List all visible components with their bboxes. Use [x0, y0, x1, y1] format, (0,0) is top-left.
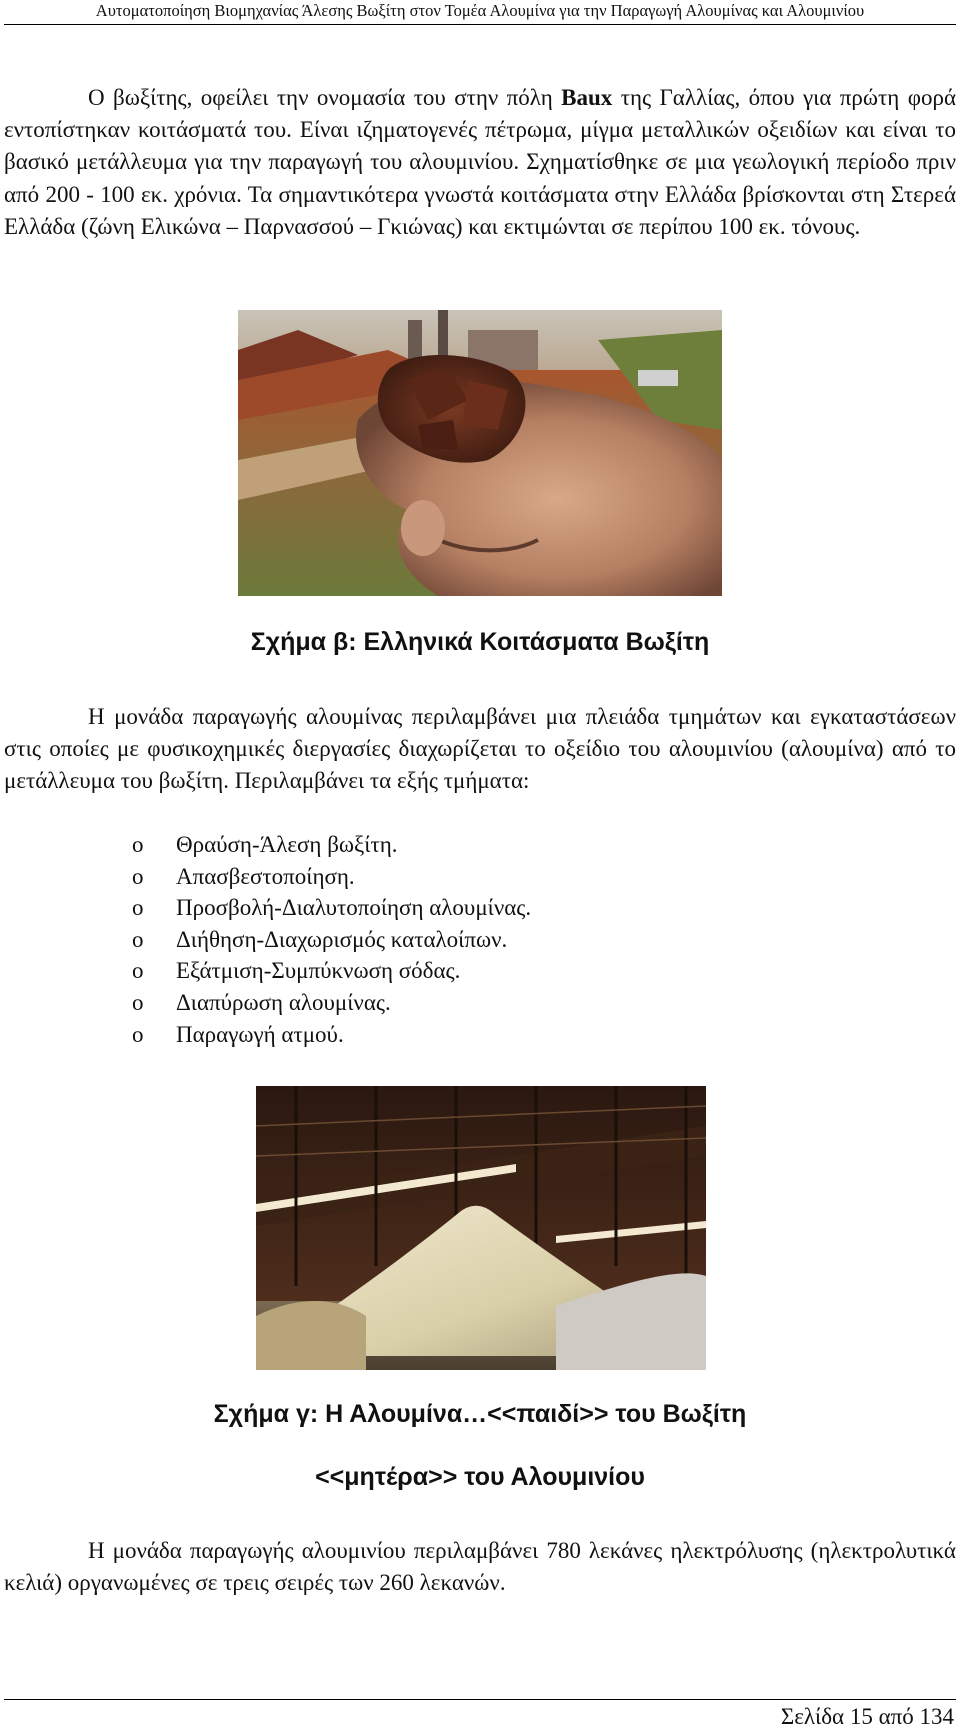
- section-list: [0, 829, 960, 1050]
- running-title: Αυτοματοποίηση Βιομηχανίας Άλεσης Βωξίτη στον Τομέα Αλουμίνα για την Παραγωγή Αλουμίνας και Αλουμινίου: [95, 1, 865, 20]
- list-item-text: Διήθηση-Διαχωρισμός καταλοίπων.: [176, 926, 508, 952]
- list-item: [0, 892, 960, 924]
- plant-paragraph: [4, 701, 956, 798]
- list-item-text: Διαπύρωση αλουμίνας.: [176, 989, 391, 1015]
- list-item-text: Εξάτμιση-Συμπύκνωση σόδας.: [176, 958, 461, 984]
- intro-paragraph: [4, 82, 956, 243]
- list-item-text: Θραύση-Άλεση βωξίτη.: [176, 832, 398, 857]
- bauxite-hand-photo: [238, 310, 722, 596]
- plant-paragraph-text: Η μονάδα παραγωγής αλουμίνας περιλαμβάνει μια πλειάδα τμημάτων και εγκαταστάσεων στις οποίες με φυσικοχημικές διεργασίες διαχωρίζεται το οξείδιο του αλουμινίου (αλουμίνα) από το μετάλλευμα του βωξίτη. Περιλαμβάνει τα εξής τμήματα:: [4, 704, 956, 794]
- footer-rule: [4, 1699, 956, 1700]
- figure-b-caption: Σχήμα β: Ελληνικά Κοιτάσματα Βωξίτη: [250, 628, 710, 656]
- bullet-mark: o: [132, 895, 144, 921]
- bauxite-hand-illustration: [238, 310, 722, 596]
- page-number: Σελίδα 15 από 134: [780, 1704, 954, 1729]
- list-item: [0, 924, 960, 956]
- figure-c-caption-line1: Σχήμα γ: Η Αλουμίνα…<<παιδί>> του Βωξίτη: [213, 1400, 747, 1428]
- bullet-mark: o: [132, 832, 144, 857]
- aluminium-paragraph-text: Η μονάδα παραγωγής αλουμινίου περιλαμβάνει 780 λεκάνες ηλεκτρόλυσης (ηλεκτρολυτικά κελιά) οργανωμένες σε τρεις σειρές των 260 λεκανών.: [4, 1538, 956, 1596]
- page-header: [0, 0, 960, 24]
- list-item: [0, 829, 960, 861]
- list-item-text: Προσβολή-Διαλυτοποίηση αλουμίνας.: [176, 895, 532, 921]
- bullet-mark: o: [132, 958, 144, 984]
- baux-bold: Baux: [561, 85, 613, 110]
- bullet-mark: o: [132, 989, 144, 1015]
- intro-text-rest: της Γαλλίας, όπου για πρώτη φορά εντοπίστηκαν κοιτάσματά του. Είναι ιζηματογενές πέτρωμα, μίγμα μεταλλικών οξειδίων και είναι το βασικό μετάλλευμα για την παραγωγή του αλουμινίου. Σχηματίσθηκε σε μια γεωλογική περίοδο πριν από 200 - 100 εκ. χρόνια. Τα σημαντικότερα γνωστά κοιτάσματα στην Ελλάδα βρίσκονται στη Στερεά Ελλάδα (ζώνη Ελικώνα – Παρνασσού – Γκιώνας) και εκτιμώνται σε περίπου 100 εκ. τόνους.: [4, 85, 956, 239]
- bullet-mark: o: [132, 926, 144, 952]
- intro-text-start: Ο βωξίτης, οφείλει την ονομασία του στην πόλη: [88, 85, 562, 110]
- list-item-text: Παραγωγή ατμού.: [176, 1021, 344, 1047]
- bullet-mark: o: [132, 1021, 144, 1047]
- list-item: [0, 955, 960, 987]
- alumina-pile-photo: [256, 1086, 706, 1370]
- bullet-mark: o: [132, 863, 144, 889]
- list-item: [0, 861, 960, 893]
- list-item: [0, 1019, 960, 1051]
- aluminium-paragraph: [4, 1535, 956, 1599]
- header-rule: [4, 24, 956, 25]
- alumina-pile-illustration: [256, 1086, 706, 1370]
- list-item: [0, 987, 960, 1019]
- figure-c-caption-line2: <<μητέρα>> του Αλουμινίου: [315, 1463, 645, 1491]
- list-item-text: Απασβεστοποίηση.: [176, 863, 355, 889]
